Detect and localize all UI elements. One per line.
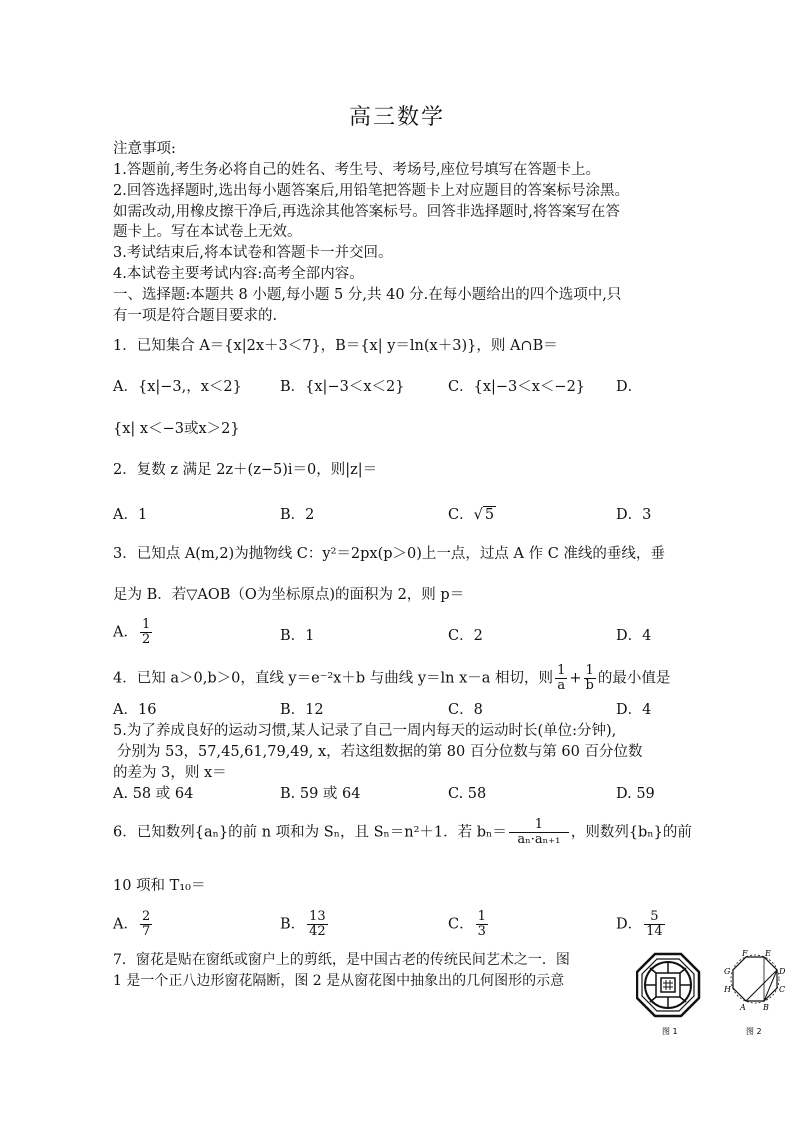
notice-item: 1.答题前,考生务必将自己的姓名、考生号、考场号,座位号填写在答题卡上。 — [113, 162, 601, 178]
q6-stem-text: 6．已知数列{aₙ}的前 n 项和为 Sₙ，且 Sₙ＝n²＋1．若 bₙ＝ — [113, 824, 507, 841]
q4-fraction-1 — [555, 664, 567, 693]
notice-item: 题卡上。写在本试卷上无效。 — [113, 224, 302, 240]
fraction-denominator: 42 — [309, 924, 326, 939]
q4-fraction-2 — [584, 664, 596, 693]
q5-option-b: B. 59 或 64 — [280, 786, 361, 802]
q5-option-d: D. 59 — [616, 786, 655, 802]
notice-item: 2.回答选择题时,选出每小题答案后,用铅笔把答题卡上对应题目的答案标号涂黑。 — [113, 183, 630, 199]
q6-option-b-label: B． — [280, 916, 306, 933]
fig2-label-d: D — [779, 967, 786, 976]
q2-option-b: B．2 — [280, 507, 315, 523]
question-2-stem: 2．复数 z 满足 2z＋(z−5)i＝0，则|z|＝ — [113, 462, 378, 478]
question-5-stem: 5.为了养成良好的运动习惯,某人记录了自己一周内每天的运动时长(单位:分钟), — [113, 723, 617, 739]
q3-option-a-label: A． — [113, 624, 138, 641]
question-4-stem — [113, 664, 670, 693]
q4-plus: + — [569, 670, 582, 687]
question-3-stem-cont: 足为 B．若▽AOB（O为坐标原点)的面积为 2，则 p＝ — [113, 587, 465, 603]
q7-figures — [636, 950, 794, 1040]
fig2-label-h: H — [724, 985, 731, 994]
q1-option-d: D． — [616, 379, 643, 395]
q2-option-c-label: C． — [448, 507, 474, 523]
q4-option-d: D．4 — [616, 702, 652, 718]
q3-option-b: B．1 — [280, 628, 315, 644]
question-6-stem — [113, 818, 692, 847]
fraction-denominator: aₙ·aₙ₊₁ — [517, 832, 561, 847]
fraction-numerator: 2 — [141, 909, 151, 924]
fraction-numerator: 13 — [309, 909, 326, 924]
q5-option-a: A. 58 或 64 — [113, 786, 194, 802]
q6-option-b-fraction — [307, 910, 328, 939]
figure-2-caption: 图 2 — [746, 1027, 762, 1036]
fig2-label-b: B — [763, 1003, 769, 1012]
figure-2-octagon-diagram — [731, 955, 779, 1003]
q4-stem-tail: 的最小值是 — [597, 670, 671, 687]
q1-option-c: C．{x|−3＜x＜−2} — [448, 379, 586, 395]
q2-option-c-radicand: 5 — [484, 507, 495, 523]
q5-option-c: C. 58 — [448, 786, 487, 802]
fraction-numerator: 5 — [644, 910, 665, 925]
window-lattice-figures — [636, 950, 794, 1040]
question-5-stem-cont: 分别为 53，57,45,61,79,49, x，若这组数据的第 80 百分位数与第 60 百分位数 — [117, 744, 643, 760]
question-7-stem-cont: 1 是一个正八边形窗花隔断，图 2 是从窗花图中抽象出的几何图形的示意 — [113, 973, 565, 989]
q6-option-d-label: D． — [616, 916, 643, 933]
fraction-denominator: b — [585, 678, 594, 693]
fraction-denominator: 2 — [141, 632, 151, 647]
question-6-stem-cont: 10 项和 T₁₀＝ — [113, 878, 206, 894]
fig2-label-g: G — [724, 967, 731, 976]
q4-option-c: C．8 — [448, 702, 483, 718]
fig2-label-e: E — [765, 950, 771, 958]
question-5-stem-cont: 的差为 3，则 x＝ — [113, 765, 227, 781]
fraction-denominator: 14 — [646, 924, 663, 939]
notice-heading: 注意事项: — [113, 141, 176, 157]
q3-option-d: D．4 — [616, 628, 652, 644]
question-1-stem: 1．已知集合 A＝{x|2x＋3＜7}，B＝{x| y＝ln(x＋3)}，则 A∩B＝ — [113, 338, 558, 354]
q4-stem-text: 4．已知 a＞0,b＞0，直线 y＝e⁻²x＋b 与曲线 y＝ln x－a 相切，则 — [113, 670, 554, 687]
fraction-denominator: 3 — [477, 924, 486, 939]
q6-option-a-label: A． — [113, 916, 138, 933]
q3-option-a — [113, 618, 154, 647]
q2-option-c: C．√ 5 — [448, 507, 495, 523]
notice-item: 3.考试结束后,将本试卷和答题卡一并交回。 — [113, 245, 393, 261]
question-3-stem: 3．已知点 A(m,2)为抛物线 C：y²＝2px(p＞0)上一点，过点 A 作 C 准线的垂线，垂 — [113, 546, 665, 562]
q6-option-b — [280, 910, 330, 939]
q4-option-b: B．12 — [280, 702, 324, 718]
fraction-numerator: 1 — [557, 663, 566, 678]
fig2-label-c: C — [779, 985, 786, 994]
q6-option-c — [448, 910, 490, 939]
q3-option-a-fraction — [140, 618, 152, 647]
q4-option-a: A．16 — [113, 702, 157, 718]
figure-1-caption: 图 1 — [662, 1027, 678, 1036]
q6-option-d — [616, 910, 667, 939]
fraction-numerator: 1 — [141, 617, 151, 632]
fraction-numerator: 1 — [509, 818, 569, 833]
q3-option-c: C．2 — [448, 628, 483, 644]
q2-option-d: D．3 — [616, 507, 652, 523]
q2-option-a: A．1 — [113, 507, 148, 523]
fig2-label-f: F — [742, 950, 748, 958]
question-7-stem: 7．窗花是贴在窗纸或窗户上的剪纸，是中国古老的传统民间艺术之一．图 — [113, 952, 570, 968]
q1-option-d-content: {x| x＜−3或x＞2} — [113, 421, 240, 437]
fraction-denominator: 7 — [141, 924, 151, 939]
figure-1-octagon-lattice — [637, 954, 699, 1016]
fraction-numerator: 1 — [477, 909, 486, 924]
fraction-denominator: a — [557, 678, 566, 693]
fraction-numerator: 1 — [584, 664, 596, 679]
q6-fraction — [509, 818, 569, 847]
q1-option-b: B．{x|−3＜x＜2} — [280, 379, 405, 395]
fig2-label-a: A — [740, 1003, 746, 1012]
q6-option-d-fraction — [644, 910, 665, 939]
page-title: 高三数学 — [348, 105, 445, 130]
q1-option-a: A．{x|−3,，x＜2} — [113, 379, 242, 395]
q6-stem-tail: ，则数列{bₙ}的前 — [570, 824, 692, 841]
section-heading-cont: 有一项是符合题目要求的. — [113, 308, 278, 324]
q6-option-c-fraction — [476, 910, 488, 939]
notice-item: 4.本试卷主要考试内容:高考全部内容。 — [113, 266, 364, 282]
q6-option-a — [113, 910, 154, 939]
q6-option-c-label: C． — [448, 916, 474, 933]
notice-item: 如需改动,用橡皮擦干净后,再选涂其他答案标号。回答非选择题时,将答案写在答 — [113, 204, 620, 220]
section-heading: 一、选择题:本题共 8 小题,每小题 5 分,共 40 分.在每小题给出的四个选项中,只 — [113, 287, 622, 303]
q6-option-a-fraction — [140, 910, 152, 939]
